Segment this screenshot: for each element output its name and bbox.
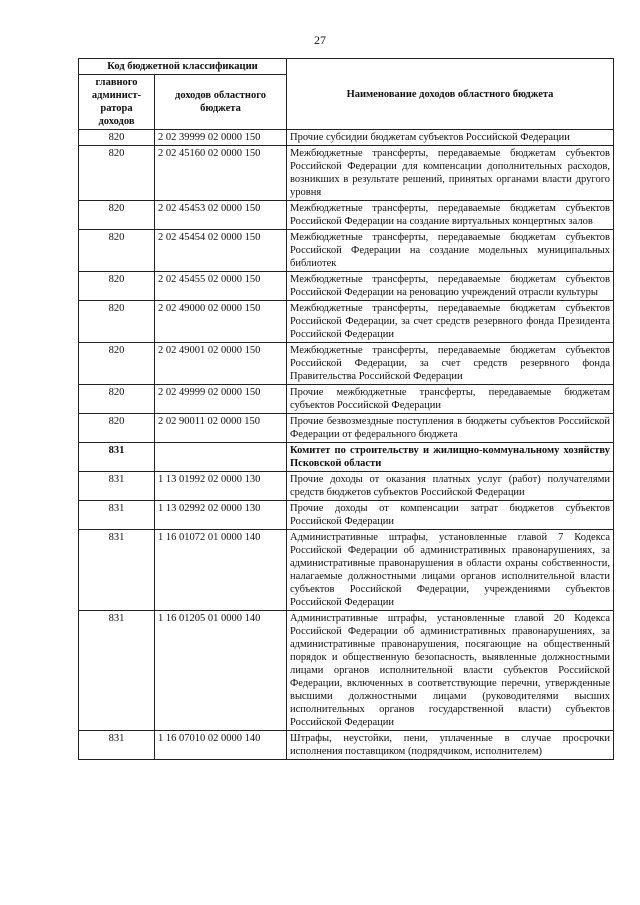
table-row [79, 301, 614, 343]
admin-code-cell: 820 [79, 201, 155, 230]
revenue-code-cell: 1 16 01072 01 0000 140 [155, 530, 287, 611]
admin-code-cell: 831 [79, 472, 155, 501]
revenue-name-cell: Прочие субсидии бюджетам субъектов Российской Федерации [287, 130, 614, 146]
revenue-name-cell: Межбюджетные трансферты, передаваемые бюджетам субъектов Российской Федерации на реновацию учреждений отрасли культуры [287, 272, 614, 301]
admin-code-cell: 831 [79, 501, 155, 530]
table-row [79, 272, 614, 301]
admin-code-cell: 820 [79, 414, 155, 443]
table-row [79, 611, 614, 731]
admin-code-cell: 820 [79, 230, 155, 272]
table-row [79, 343, 614, 385]
admin-code-cell: 831 [79, 611, 155, 731]
header-revenue-name: Наименование доходов областного бюджета [287, 59, 614, 130]
admin-code-cell: 820 [79, 385, 155, 414]
table-row [79, 385, 614, 414]
admin-code-cell: 820 [79, 130, 155, 146]
revenue-name-cell: Административные штрафы, установленные главой 20 Кодекса Российской Федерации об административных правонарушениях, за административные правонарушения, посягающие на общественный порядок и общественную безопасность, выявленные должностными лицами органов исполнительной власти субъектов Российской Федерации, включенных в соответствующие перечни, утвержденные высшими должностными лицами (руководителями высших исполнительных органов государственной власти) субъектов Российской Федерации [287, 611, 614, 731]
revenue-name-cell: Межбюджетные трансферты, передаваемые бюджетам субъектов Российской Федерации на создание модельных муниципальных библиотек [287, 230, 614, 272]
revenue-name-cell: Прочие доходы от компенсации затрат бюджетов субъектов Российской Федерации [287, 501, 614, 530]
revenue-name-cell: Штрафы, неустойки, пени, уплаченные в случае просрочки исполнения поставщиком (подрядчиком, исполнителем) [287, 731, 614, 760]
revenue-code-cell: 1 16 07010 02 0000 140 [155, 731, 287, 760]
admin-code-cell: 820 [79, 301, 155, 343]
revenue-code-cell: 2 02 39999 02 0000 150 [155, 130, 287, 146]
budget-classification-table [78, 58, 614, 760]
revenue-name-cell: Межбюджетные трансферты, передаваемые бюджетам субъектов Российской Федерации для компенсации дополнительных расходов, возникших в результате решений, принятых органами власти другого уровня [287, 146, 614, 201]
revenue-code-cell: 1 13 01992 02 0000 130 [155, 472, 287, 501]
table-row [79, 501, 614, 530]
revenue-name-cell: Прочие доходы от оказания платных услуг (работ) получателями средств бюджетов субъектов Российской Федерации [287, 472, 614, 501]
revenue-name-cell: Межбюджетные трансферты, передаваемые бюджетам субъектов Российской Федерации, за счет средств резервного фонда Правительства Российской Федерации [287, 343, 614, 385]
revenue-name-cell: Комитет по строительству и жилищно-коммунальному хозяйству Псковской области [287, 443, 614, 472]
admin-code-cell: 831 [79, 530, 155, 611]
revenue-name-cell: Межбюджетные трансферты, передаваемые бюджетам субъектов Российской Федерации, за счет средств резервного фонда Президента Российской Федерации [287, 301, 614, 343]
revenue-code-cell: 2 02 49999 02 0000 150 [155, 385, 287, 414]
admin-code-cell: 820 [79, 146, 155, 201]
revenue-code-cell: 2 02 90011 02 0000 150 [155, 414, 287, 443]
admin-code-cell: 831 [79, 443, 155, 472]
revenue-name-cell: Административные штрафы, установленные главой 7 Кодекса Российской Федерации об административных правонарушениях, за административные правонарушения в области охраны собственности, налагаемые должностными лицами органов исполнительной власти субъектов Российской Федерации, учреждениями субъектов Российской Федерации [287, 530, 614, 611]
revenue-code-cell: 1 13 02992 02 0000 130 [155, 501, 287, 530]
table-row [79, 472, 614, 501]
header-administrator: главного админист-ратора доходов [79, 75, 155, 130]
revenue-code-cell: 1 16 01205 01 0000 140 [155, 611, 287, 731]
table-row [79, 146, 614, 201]
page-number: 27 [314, 33, 326, 47]
revenue-code-cell: 2 02 45453 02 0000 150 [155, 201, 287, 230]
table-row [79, 230, 614, 272]
header-classification-code: Код бюджетной классификации [79, 59, 287, 75]
revenue-code-cell: 2 02 49001 02 0000 150 [155, 343, 287, 385]
table-row [79, 530, 614, 611]
table-body [79, 130, 614, 760]
revenue-code-cell: 2 02 45454 02 0000 150 [155, 230, 287, 272]
table-row [79, 443, 614, 472]
revenue-name-cell: Межбюджетные трансферты, передаваемые бюджетам субъектов Российской Федерации на создание виртуальных концертных залов [287, 201, 614, 230]
revenue-code-cell: 2 02 45160 02 0000 150 [155, 146, 287, 201]
revenue-code-cell: 2 02 49000 02 0000 150 [155, 301, 287, 343]
revenue-code-cell: 2 02 45455 02 0000 150 [155, 272, 287, 301]
revenue-name-cell: Прочие безвозмездные поступления в бюджеты субъектов Российской Федерации от федерального бюджета [287, 414, 614, 443]
revenue-name-cell: Прочие межбюджетные трансферты, передаваемые бюджетам субъектов Российской Федерации [287, 385, 614, 414]
admin-code-cell: 820 [79, 343, 155, 385]
admin-code-cell: 831 [79, 731, 155, 760]
table-row [79, 414, 614, 443]
table-row [79, 130, 614, 146]
header-revenue-code: доходов областного бюджета [155, 75, 287, 130]
revenue-code-cell [155, 443, 287, 472]
table-row [79, 731, 614, 760]
admin-code-cell: 820 [79, 272, 155, 301]
table-row [79, 201, 614, 230]
